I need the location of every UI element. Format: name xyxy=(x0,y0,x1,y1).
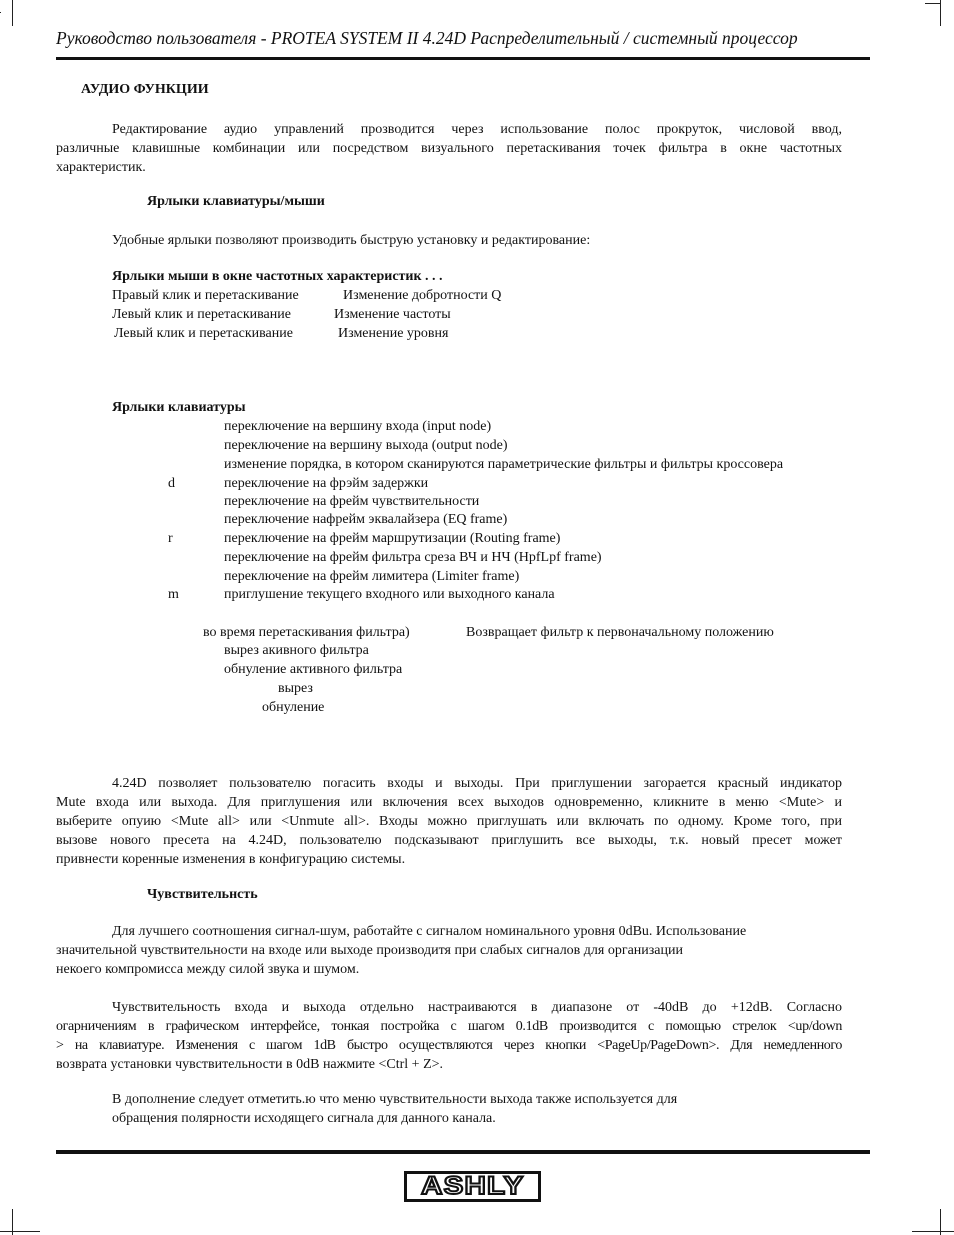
text-line: различные клавишные комбинации или посредством визуального перетаскивания точек фильтра в окне частотных xyxy=(56,141,842,156)
ashly-logo-text: ASHLY xyxy=(420,1172,525,1200)
text-line: Чувствительность входа и выхода отдельно настраиваются в диапазоне от -40dB до +12dB. Согласно xyxy=(112,1000,842,1015)
footer-rule xyxy=(56,1150,870,1154)
mouse-row-action: Правый клик и перетаскивание xyxy=(112,288,299,303)
mouse-row-action: Левый клик и перетаскивание xyxy=(112,307,291,322)
crop-mark-bottom-left-h xyxy=(0,1231,40,1232)
text-line: Редактирование аудио управлений прозводится через использование полос прокруток, числовой ввод, xyxy=(112,122,842,137)
text-line: возврата установки чувствительности в 0dB нажмите <Ctrl + Z>. xyxy=(56,1057,444,1072)
sensitivity-p3-line: обращения полярности исходящего сигнала для данного канала. xyxy=(112,1111,496,1126)
keyboard-row-key: r xyxy=(168,531,173,546)
text-line: Mute входа или выхода. Для приглушения или включения всех выходов одновременно, кликните в меню <Mute> и xyxy=(56,795,842,810)
extra-shortcut-item: вырез xyxy=(278,681,313,696)
drag-result: Возвращает фильтр к первоначальному положению xyxy=(466,625,774,640)
crop-mark-bottom-right-h xyxy=(912,1231,954,1232)
text-line: характеристик. xyxy=(56,160,146,175)
sensitivity-p1-line: Для лучшего соотношения сигнал-шум, работайте с сигналом номинального уровня 0dBu. Использование xyxy=(112,924,747,939)
text-line: 4.24D позволяет пользователю погасить входы и выходы. При приглушении загорается красный индикатор xyxy=(112,776,842,791)
crop-mark-top-right-h xyxy=(925,3,941,4)
section-heading-audio: АУДИО ФУНКЦИИ xyxy=(81,82,209,97)
crop-mark-top-left-h xyxy=(0,12,1,13)
keyboard-row-desc: переключение на фрейм чувствительности xyxy=(224,494,480,509)
text-line: > на клавиатуре. Изменения с шагом 1dB быстро осуществляются через кнопки <PageUp/PageDown>. Для немедленного xyxy=(56,1038,842,1053)
text-line: вызове нового пресета на 4.24D, пользователю подсказывают приглушить все выходы, т.к. новый пресет может xyxy=(56,833,842,848)
text-line: огарничениям в графическом интерфейсе, тонкая постройка с шагом 0.1dB производится с помощью стрелок <up/down xyxy=(56,1019,842,1034)
keyboard-row-desc: переключение на вершину входа (input node) xyxy=(224,419,492,434)
keyboard-row-desc: переключение на фрейм маршрутизации (Routing frame) xyxy=(224,531,561,546)
keyboard-row-desc: приглушение текущего входного или выходного канала xyxy=(224,587,555,602)
mouse-row-result: Изменение частоты xyxy=(334,307,451,322)
extra-shortcut-item: вырез акивного фильтра xyxy=(224,643,369,658)
extra-shortcut-item: обнуление xyxy=(262,700,325,715)
ashly-logo xyxy=(404,1171,541,1202)
drag-note: во время перетаскивания фильтра) xyxy=(203,625,410,640)
keyboard-row-desc: изменение порядка, в котором сканируются параметрические фильтры и фильтры кроссовера xyxy=(224,457,784,472)
crop-mark-top-left-v xyxy=(12,0,13,26)
mute-paragraph xyxy=(56,774,842,869)
mouse-shortcuts-heading: Ярлыки мыши в окне частотных характеристик . . . xyxy=(112,269,443,284)
page-header-title: Руководство пользователя - PROTEA SYSTEM II 4.24D Распределительный / системный процессор xyxy=(56,28,798,48)
header-rule xyxy=(56,57,870,60)
keyboard-row-desc: переключение на вершину выхода (output node) xyxy=(224,438,508,453)
sensitivity-p3-line: В дополнение следует отметить.ю что меню чувствительности выхода также используется для xyxy=(112,1092,678,1107)
sensitivity-p1-line: значительной чувствительности на входе или выходе производитя при слабых сигналов для организации xyxy=(56,943,683,958)
text-line: привнести коренные изменения в конфигурацию системы. xyxy=(56,852,406,867)
keyboard-row-key: m xyxy=(168,587,179,602)
keyboard-row-desc: переключение нафрейм эквалайзера (EQ frame) xyxy=(224,512,508,527)
sensitivity-p1-line: некоего компромисса между силой звука и шумом. xyxy=(56,962,360,977)
keyboard-row-desc: переключение на фрэйм задержки xyxy=(224,476,429,491)
mouse-row-result: Изменение добротности Q xyxy=(343,288,502,303)
shortcuts-intro: Удобные ярлыки позволяют производить быструю установку и редактирование: xyxy=(112,233,591,248)
keyboard-row-desc: переключение на фрейм фильтра среза ВЧ и НЧ (HpfLpf frame) xyxy=(224,550,602,565)
keyboard-row-key: d xyxy=(168,476,175,491)
extra-shortcut-item: обнуление активного фильтра xyxy=(224,662,403,677)
keyboard-shortcuts-heading: Ярлыки клавиатуры xyxy=(112,400,246,415)
audio-intro-paragraph xyxy=(56,120,842,177)
keyboard-row-desc: переключение на фрейм лимитера (Limiter frame) xyxy=(224,569,520,584)
text-line: выберите опуию <Mute all> или <Unmute all>. Входы можно приглушать или включать по одному. Кроме того, при xyxy=(56,814,842,829)
section-heading-sensitivity: Чувствительнсть xyxy=(147,887,258,902)
mouse-row-action: Левый клик и перетаскивание xyxy=(114,326,293,341)
mouse-row-result: Изменение уровня xyxy=(338,326,449,341)
section-heading-shortcuts: Ярлыки клавиатуры/мыши xyxy=(147,194,325,209)
sensitivity-range-paragraph xyxy=(56,998,842,1074)
